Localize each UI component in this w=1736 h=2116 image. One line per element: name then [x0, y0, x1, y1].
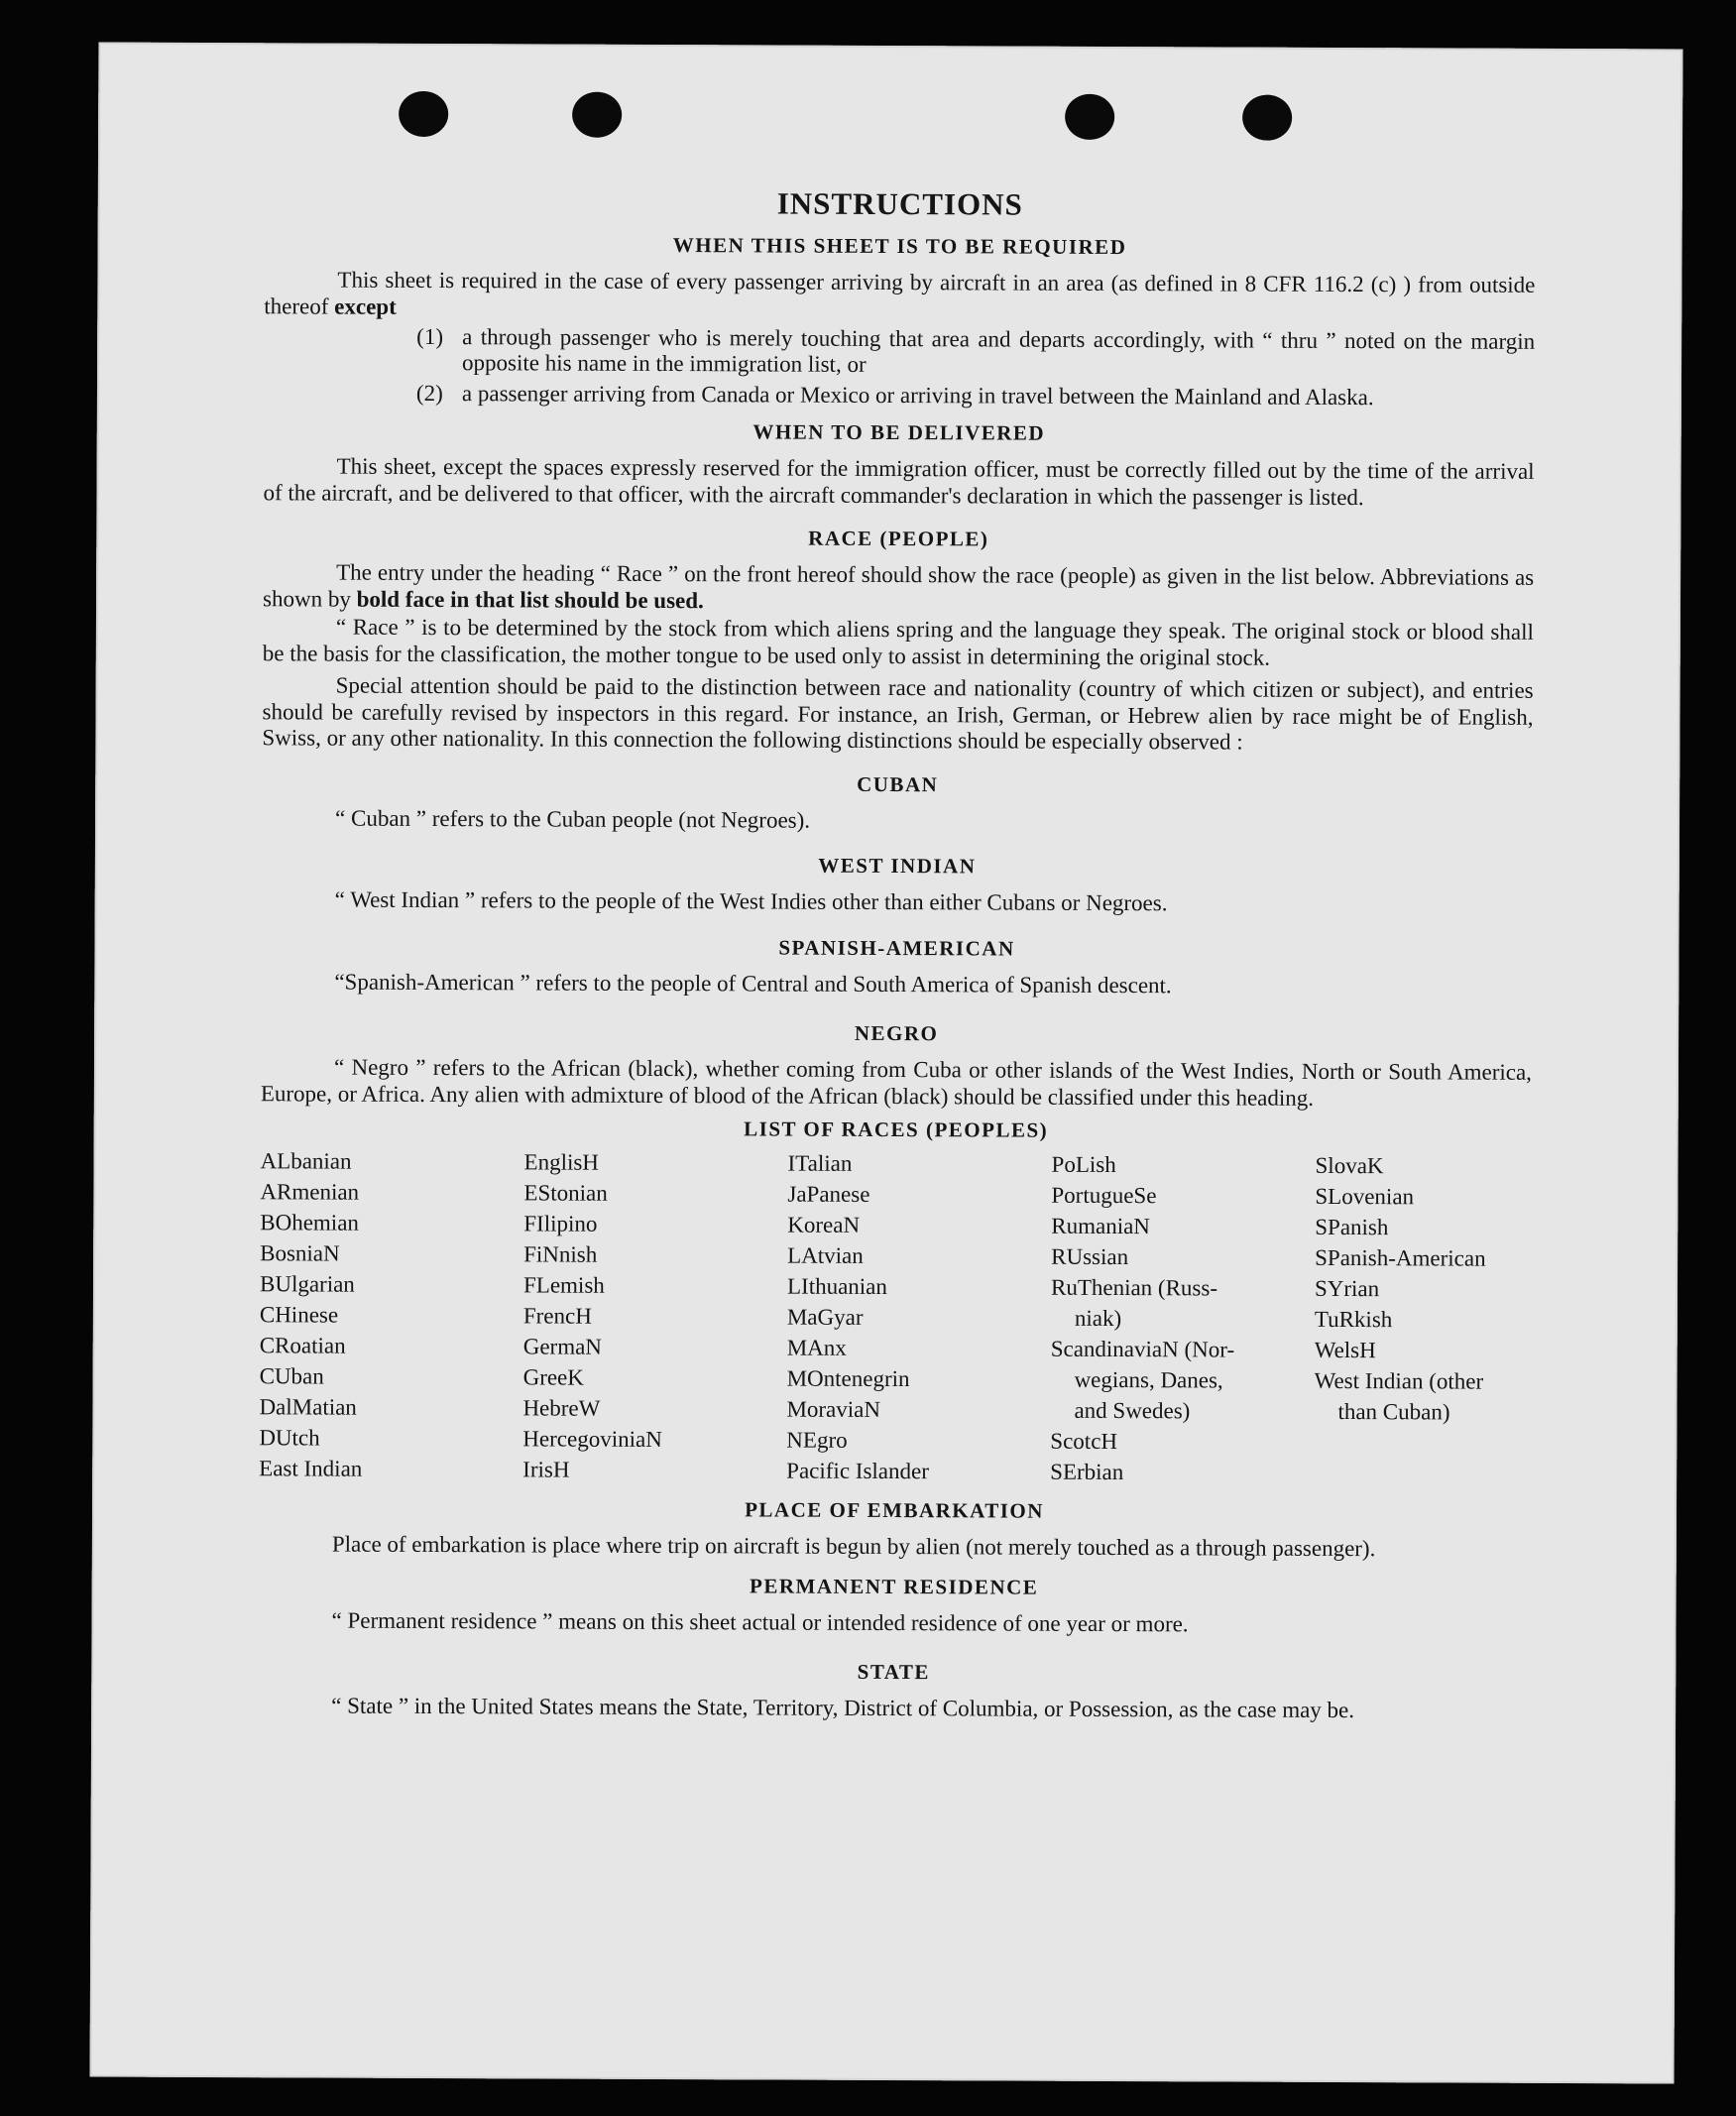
- race-item: ARmenian: [260, 1179, 360, 1205]
- race-item: KoreaN: [787, 1212, 861, 1237]
- west-indian-text: “ West Indian ” refers to the people of the West Indies other than either Cubans or Negroes.: [334, 886, 1168, 916]
- race-item: RUssian: [1051, 1243, 1129, 1270]
- race-item: than Cuban): [1337, 1398, 1450, 1425]
- race-item: EStonian: [523, 1180, 608, 1206]
- race-item: NEgro: [786, 1427, 848, 1453]
- heading-cuban: CUBAN: [857, 771, 939, 796]
- race-item: WelsH: [1314, 1337, 1376, 1363]
- item-text: a passenger arriving from Canada or Mexico or arriving in travel between the Mainland and Alaska.: [461, 381, 1374, 411]
- race-paragraph-2: “ Race ” is to be determined by the stock from which aliens spring and the language they speak. The original stock or blood shall be the basis for the classification, the mother tongue to be used only to assist in determining the original stock.: [262, 614, 1534, 670]
- heading-list-of-races: LIST OF RACES (PEOPLES): [744, 1117, 1049, 1142]
- race-item: SLovenian: [1315, 1183, 1415, 1210]
- race-item: PortugueSe: [1051, 1182, 1157, 1209]
- race-item: CRoatian: [259, 1333, 346, 1358]
- race-item: LAtvian: [787, 1242, 864, 1268]
- race-item: and Swedes): [1074, 1397, 1191, 1424]
- item-text: a through passenger who is merely touching that area and departs accordingly, with “ thru ” noted on the margin opposite his name in the immigration list, or: [462, 324, 1536, 377]
- heading-spanish-american: SPANISH-AMERICAN: [778, 935, 1015, 961]
- race-item: West Indian (other: [1314, 1367, 1484, 1394]
- race-item: ITalian: [787, 1150, 853, 1176]
- race-item: JaPanese: [787, 1181, 870, 1207]
- heading-delivered: WHEN TO BE DELIVERED: [752, 419, 1046, 445]
- race-item: BOhemian: [260, 1210, 360, 1235]
- heading-west-indian: WEST INDIAN: [818, 853, 977, 879]
- race-item: Pacific Islander: [786, 1458, 929, 1484]
- race-item: DalMatian: [259, 1394, 357, 1420]
- race-item: MoraviaN: [786, 1396, 881, 1422]
- race-item: GreeK: [522, 1364, 584, 1390]
- races-list: [259, 1145, 1531, 1489]
- races-column-1: [259, 1145, 523, 1484]
- race-item: CHinese: [259, 1302, 339, 1328]
- heading-race: RACE (PEOPLE): [808, 526, 989, 551]
- required-text-body: This sheet is required in the case of every passenger arriving by aircraft in an area (as defined in 8 CFR 116.2 (c) ) from outside thereof: [264, 267, 1536, 319]
- residence-text: “ Permanent residence ” means on this sheet actual or intended residence of one year or more.: [331, 1607, 1189, 1636]
- punch-hole-3: [1065, 94, 1114, 140]
- required-except: except: [334, 294, 397, 319]
- race-item: wegians, Danes,: [1074, 1366, 1223, 1393]
- race-item: FiNnish: [523, 1241, 598, 1267]
- race-item: FIlipino: [523, 1211, 598, 1236]
- races-column-2: [522, 1146, 787, 1485]
- exception-list: [264, 323, 1535, 411]
- list-item: [416, 381, 1535, 411]
- required-text: [264, 267, 1535, 325]
- race-item: CUban: [259, 1363, 324, 1389]
- race-item: FLemish: [522, 1272, 605, 1298]
- race-item: East Indian: [259, 1456, 363, 1481]
- races-column-5: [1314, 1150, 1531, 1489]
- cuban-text: “ Cuban ” refers to the Cuban people (not Negroes).: [335, 805, 811, 833]
- instructions-content: [258, 183, 1536, 1724]
- punch-hole-2: [572, 92, 622, 138]
- race-item: SErbian: [1050, 1459, 1124, 1485]
- race-item: SPanish-American: [1315, 1244, 1486, 1271]
- page-title: INSTRUCTIONS: [776, 185, 1023, 222]
- item-number: (1): [416, 323, 444, 350]
- heading-negro: NEGRO: [854, 1020, 939, 1046]
- race-item: MOntenegrin: [786, 1365, 910, 1392]
- race-item: MaGyar: [786, 1304, 864, 1330]
- spanish-american-text: “Spanish-American ” refers to the people of Central and South America of Spanish descent.: [334, 969, 1172, 998]
- race-item: HercegoviniaN: [522, 1426, 662, 1453]
- document-sheet: [90, 43, 1683, 2084]
- race-item: GermaN: [522, 1334, 602, 1359]
- race-p1-bold: bold face: [356, 586, 445, 612]
- punch-hole-1: [399, 91, 448, 137]
- negro-text: “ Negro ” refers to the African (black), whether coming from Cuba or other islands of the West Indies, North or South America, Europe, or Africa. Any alien with admixture of blood of the African (black) should be classified under this heading.: [260, 1054, 1533, 1111]
- race-item: DUtch: [259, 1425, 320, 1451]
- race-p1-start: The entry under the heading “ Race ” on the front hereof should show the race (people) as given in the list below. Abbreviations as shown by: [262, 559, 1535, 612]
- race-paragraph-1: [263, 559, 1534, 618]
- heading-state: STATE: [857, 1659, 930, 1685]
- list-item: [416, 324, 1535, 381]
- race-item: niak): [1074, 1305, 1122, 1332]
- race-item: SlovaK: [1315, 1152, 1384, 1179]
- race-item: EnglisH: [523, 1149, 600, 1175]
- race-paragraph-3: Special attention should be paid to the distinction between race and nationality (country of which citizen or subject), and entries should be carefully revised by inspectors in this regard. For instance, an Irish, German, or Hebrew alien by race might be of English, Swiss, or any other nationality. In this connection the following distinctions should be especially observed :: [262, 672, 1534, 755]
- race-item: BUlgarian: [259, 1271, 355, 1297]
- race-item: SPanish: [1315, 1214, 1389, 1240]
- races-column-3: [786, 1148, 1051, 1487]
- races-column-4: [1050, 1149, 1315, 1488]
- state-text: “ State ” in the United States means the State, Territory, District of Columbia, or Possession, as the case may be.: [331, 1693, 1355, 1723]
- punch-hole-4: [1242, 95, 1292, 141]
- heading-embarkation: PLACE OF EMBARKATION: [745, 1497, 1045, 1523]
- race-item: TuRkish: [1314, 1306, 1393, 1333]
- item-number: (2): [415, 380, 443, 407]
- race-item: PoLish: [1051, 1151, 1116, 1178]
- race-item: ALbanian: [260, 1148, 352, 1174]
- race-item: RuThenian (Russ-: [1050, 1274, 1218, 1301]
- race-item: MAnx: [786, 1335, 847, 1360]
- race-item: ScotcH: [1050, 1428, 1118, 1455]
- race-item: LIthuanian: [786, 1273, 887, 1300]
- race-p1-end: in that list should be used.: [450, 586, 704, 613]
- embarkation-text: Place of embarkation is place where trip on aircraft is begun by alien (not merely touched as a through passenger).: [331, 1531, 1376, 1562]
- heading-required: WHEN THIS SHEET IS TO BE REQUIRED: [672, 233, 1127, 260]
- race-item: IrisH: [522, 1457, 570, 1482]
- race-item: FrencH: [522, 1303, 592, 1329]
- delivered-text: This sheet, except the spaces expressly reserved for the immigration officer, must be correctly filled out by the time of the arrival of the aircraft, and be delivered to that officer, with the aircraft commander's declaration in which the passenger is listed.: [263, 453, 1535, 510]
- race-item: RumaniaN: [1051, 1213, 1150, 1239]
- race-item: HebreW: [522, 1395, 601, 1421]
- race-item: BosniaN: [260, 1240, 340, 1266]
- race-item: SYrian: [1314, 1275, 1380, 1302]
- heading-residence: PERMANENT RESIDENCE: [750, 1573, 1039, 1599]
- race-item: ScandinaviaN (Nor-: [1050, 1336, 1235, 1362]
